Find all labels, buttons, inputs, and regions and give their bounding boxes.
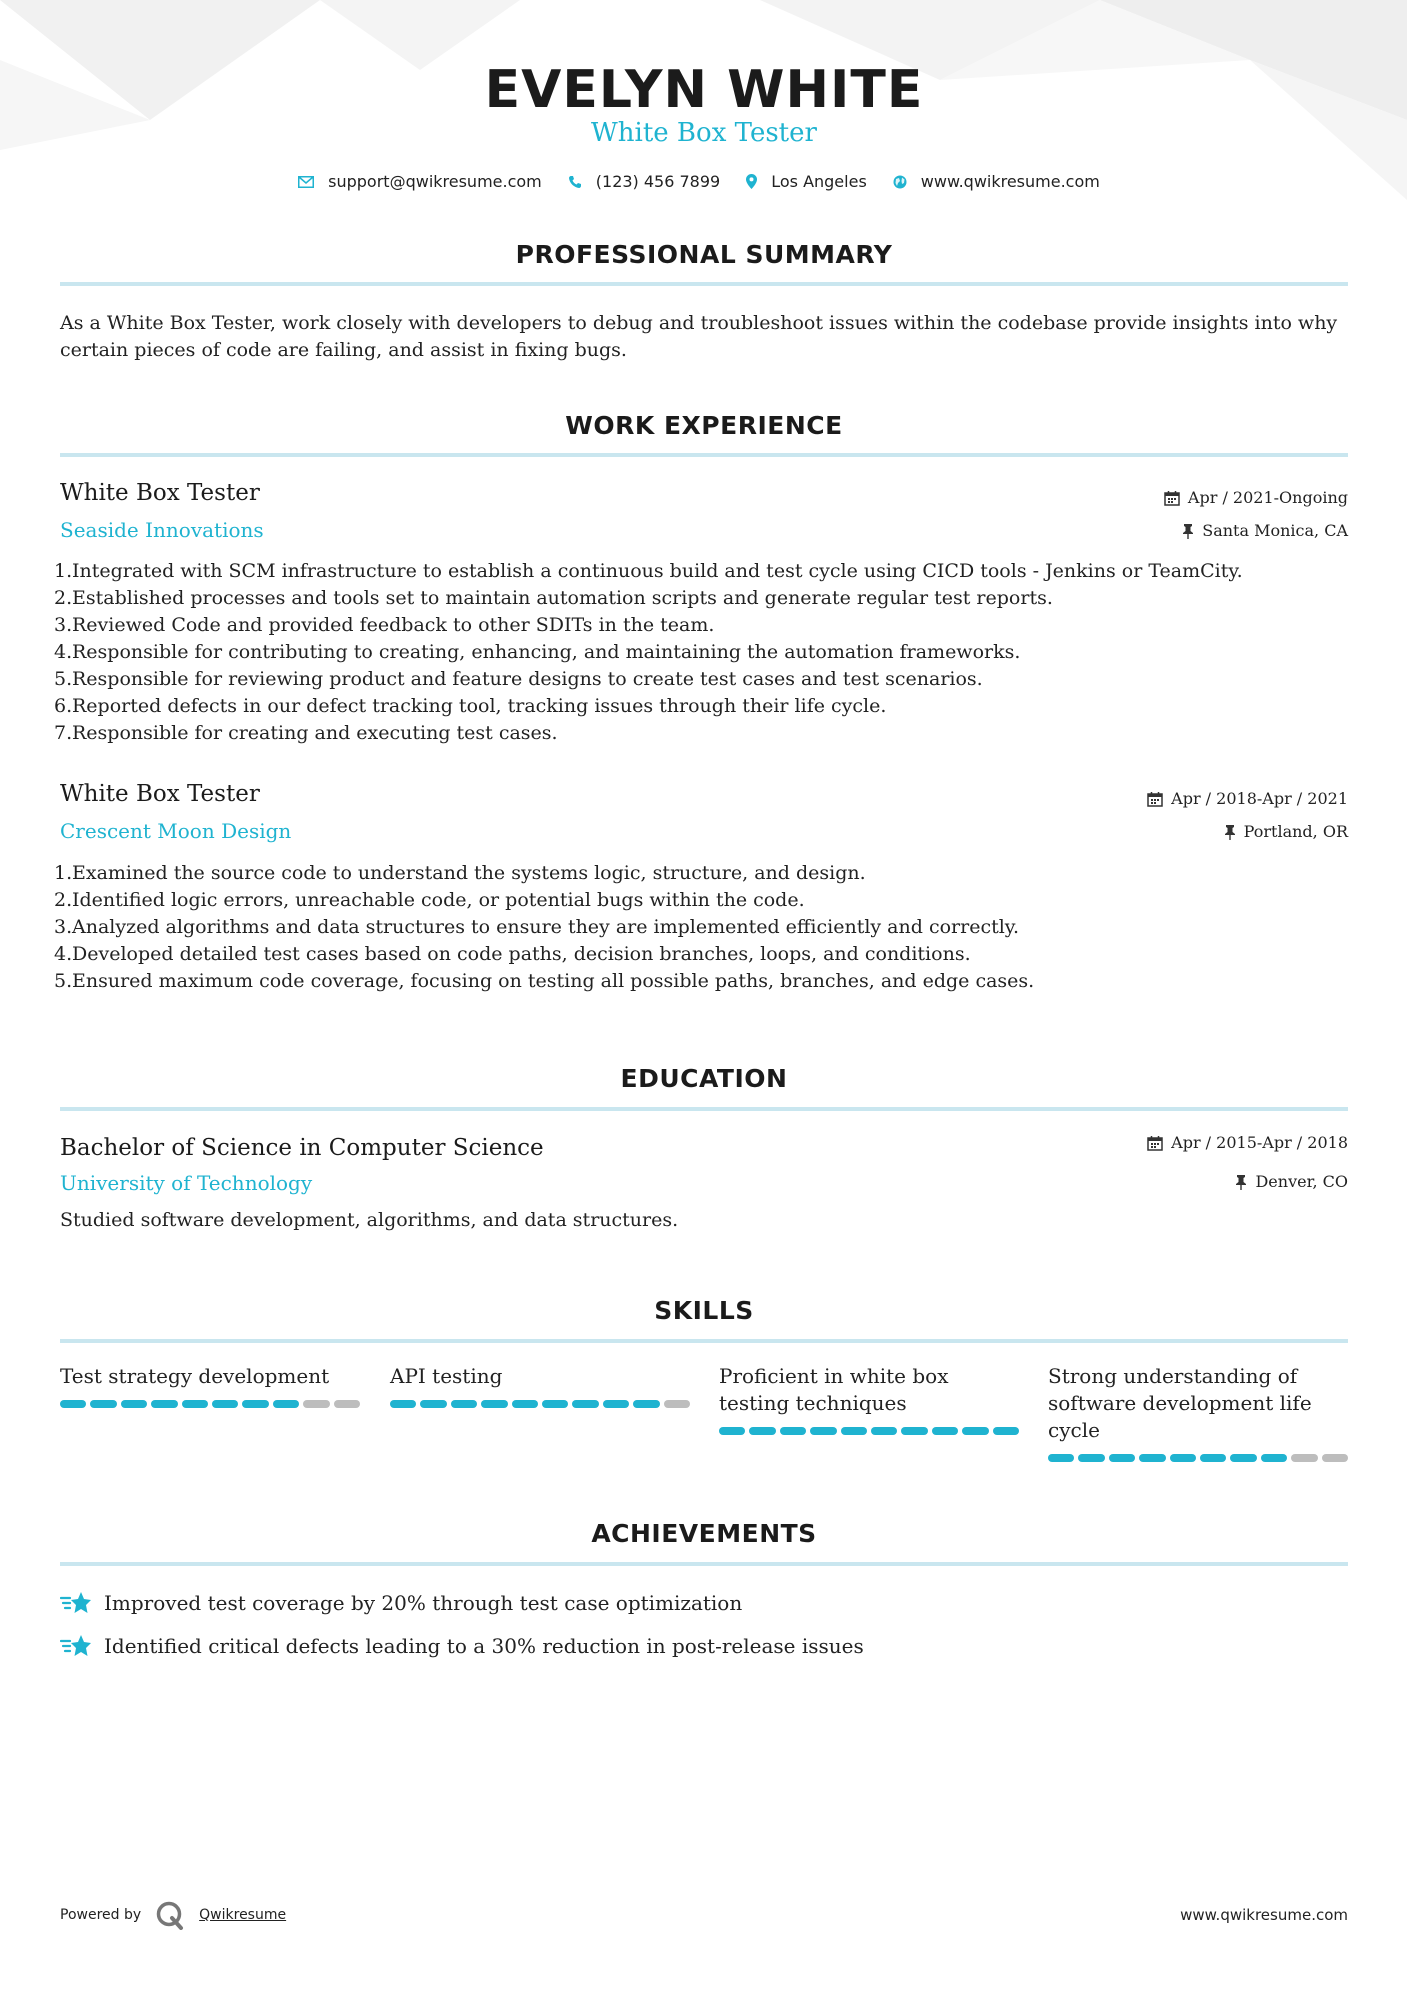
job-location xyxy=(1224,822,1348,841)
pushpin-icon xyxy=(1224,824,1236,840)
skill-bar xyxy=(390,1400,690,1408)
website-text: www.qwikresume.com xyxy=(920,172,1100,191)
skill-level-segment-filled xyxy=(1078,1454,1104,1462)
education-dates xyxy=(1147,1133,1348,1152)
education-heading: EDUCATION xyxy=(620,1064,788,1093)
list-item: 4. Developed detailed test cases based on code paths, decision branches, loops, and conditions. xyxy=(54,943,971,965)
skill-item xyxy=(1048,1363,1348,1462)
skill-level-segment-filled xyxy=(390,1400,416,1408)
email-text: support@qwikresume.com xyxy=(328,172,542,191)
skill-level-segment-filled xyxy=(932,1427,958,1435)
calendar-icon xyxy=(1147,791,1163,807)
skill-name: Proficient in white box testing techniques xyxy=(719,1364,949,1415)
skills-rule xyxy=(60,1339,1348,1343)
summary-heading: PROFESSIONAL SUMMARY xyxy=(515,240,893,269)
powered-by-label: Powered by xyxy=(60,1907,142,1923)
contact-website[interactable] xyxy=(893,172,1100,191)
skill-level-segment-filled xyxy=(603,1400,629,1408)
skill-level-segment-filled xyxy=(273,1400,299,1408)
list-item: 4. Responsible for contributing to creating, enhancing, and maintaining the automation frameworks. xyxy=(54,641,1021,663)
skill-name: Strong understanding of software development life cycle xyxy=(1048,1364,1312,1442)
skill-level-segment-filled xyxy=(151,1400,177,1408)
shooting-star-icon xyxy=(60,1633,92,1659)
calendar-icon xyxy=(1147,1135,1163,1151)
job-location-text: Santa Monica, CA xyxy=(1202,521,1348,540)
skill-level-segment-filled xyxy=(749,1427,775,1435)
list-item: 1. Examined the source code to understand the systems logic, structure, and design. xyxy=(54,862,866,884)
job-company: Crescent Moon Design xyxy=(60,819,292,843)
contact-location xyxy=(746,172,867,191)
education-location xyxy=(1235,1172,1348,1191)
achievement-item xyxy=(60,1633,864,1659)
skill-item xyxy=(719,1363,1019,1435)
skill-level-segment-filled xyxy=(871,1427,897,1435)
job-bullets xyxy=(54,860,1348,995)
shooting-star-icon xyxy=(60,1590,92,1616)
pushpin-icon xyxy=(1182,523,1194,539)
skill-level-segment-filled xyxy=(810,1427,836,1435)
pushpin-icon xyxy=(1235,1174,1247,1190)
footer-powered-by xyxy=(60,1900,286,1930)
envelope-icon xyxy=(298,176,314,188)
skill-level-segment-filled xyxy=(633,1400,659,1408)
list-item: 2. Identified logic errors, unreachable code, or potential bugs within the code. xyxy=(54,889,805,911)
summary-text: As a White Box Tester, work closely with developers to debug and troubleshoot issues within the codebase provide insights into why certain pieces of code are failing, and assist in fixing bugs. xyxy=(60,312,1338,361)
job-title: White Box Tester xyxy=(60,781,260,807)
skill-level-segment-filled xyxy=(60,1400,86,1408)
skill-level-segment-filled xyxy=(90,1400,116,1408)
education-dates-text: Apr / 2015-Apr / 2018 xyxy=(1171,1133,1348,1152)
footer-website[interactable]: www.qwikresume.com xyxy=(1180,1906,1348,1924)
education-rule xyxy=(60,1107,1348,1111)
skill-level-segment-empty xyxy=(303,1400,329,1408)
achievement-item xyxy=(60,1590,742,1616)
degree-title: Bachelor of Science in Computer Science xyxy=(60,1135,544,1161)
skill-level-segment-filled xyxy=(993,1427,1019,1435)
experience-heading: WORK EXPERIENCE xyxy=(565,411,843,440)
skill-level-segment-filled xyxy=(780,1427,806,1435)
skill-level-segment-filled xyxy=(121,1400,147,1408)
skill-level-segment-filled xyxy=(1048,1454,1074,1462)
achievements-rule xyxy=(60,1562,1348,1566)
skill-level-segment-filled xyxy=(1230,1454,1256,1462)
skill-item xyxy=(60,1363,360,1408)
skill-bar xyxy=(1048,1454,1348,1462)
globe-icon xyxy=(893,175,907,189)
skill-level-segment-filled xyxy=(1200,1454,1226,1462)
contact-email[interactable] xyxy=(298,172,542,191)
skill-level-segment-filled xyxy=(242,1400,268,1408)
job-dates-text: Apr / 2021-Ongoing xyxy=(1187,488,1348,507)
contact-phone[interactable] xyxy=(568,172,720,191)
job-bullets xyxy=(54,558,1348,747)
skill-name: API testing xyxy=(390,1364,503,1388)
summary-rule xyxy=(60,282,1348,286)
skill-level-segment-empty xyxy=(1291,1454,1317,1462)
job-location-text: Portland, OR xyxy=(1243,822,1348,841)
list-item: 3. Reviewed Code and provided feedback to other SDITs in the team. xyxy=(54,614,715,636)
skill-item xyxy=(390,1363,690,1408)
list-item: 5. Responsible for reviewing product and feature designs to create test cases and test scenarios. xyxy=(54,668,983,690)
map-marker-icon xyxy=(746,174,757,189)
job-dates xyxy=(1164,488,1348,507)
job-company: Seaside Innovations xyxy=(60,518,264,542)
skill-level-segment-filled xyxy=(1170,1454,1196,1462)
skill-level-segment-filled xyxy=(1139,1454,1165,1462)
job-title: White Box Tester xyxy=(60,480,260,506)
job-location xyxy=(1182,521,1348,540)
skill-level-segment-filled xyxy=(962,1427,988,1435)
job-dates xyxy=(1147,789,1348,808)
education-description: Studied software development, algorithms, and data structures. xyxy=(60,1209,679,1231)
list-item: 1. Integrated with SCM infrastructure to establish a continuous build and test cycle using CICD tools - Jenkins or TeamCity. xyxy=(54,560,1243,582)
achievements-heading: ACHIEVEMENTS xyxy=(591,1519,817,1548)
job-dates-text: Apr / 2018-Apr / 2021 xyxy=(1171,789,1348,808)
list-item: 2. Established processes and tools set to maintain automation scripts and generate regular test reports. xyxy=(54,587,1053,609)
list-item: 7. Responsible for creating and executing test cases. xyxy=(54,722,558,744)
skill-bar xyxy=(60,1400,360,1408)
skill-level-segment-empty xyxy=(1322,1454,1348,1462)
qwikresume-logo-icon xyxy=(155,1900,185,1930)
achievement-text: Improved test coverage by 20% through test case optimization xyxy=(104,1591,743,1615)
education-location-text: Denver, CO xyxy=(1255,1172,1348,1191)
skill-level-segment-filled xyxy=(451,1400,477,1408)
candidate-name: EVELYN WHITE xyxy=(484,60,924,120)
skill-level-segment-filled xyxy=(841,1427,867,1435)
skill-level-segment-filled xyxy=(572,1400,598,1408)
experience-rule xyxy=(60,453,1348,457)
skill-level-segment-empty xyxy=(664,1400,690,1408)
list-item: 5. Ensured maximum code coverage, focusing on testing all possible paths, branches, and edge cases. xyxy=(54,970,1035,992)
list-item: 3. Analyzed algorithms and data structures to ensure they are implemented efficiently and correctly. xyxy=(54,916,1020,938)
contact-bar xyxy=(60,172,1348,191)
skill-name: Test strategy development xyxy=(60,1364,330,1388)
skill-level-segment-filled xyxy=(212,1400,238,1408)
school-name: University of Technology xyxy=(60,1171,313,1195)
list-item: 6. Reported defects in our defect tracking tool, tracking issues through their life cycle. xyxy=(54,695,887,717)
achievement-text: Identified critical defects leading to a 30% reduction in post-release issues xyxy=(104,1634,864,1658)
skill-level-segment-filled xyxy=(1261,1454,1287,1462)
qwikresume-link[interactable]: Qwikresume xyxy=(199,1907,287,1923)
skill-level-segment-filled xyxy=(182,1400,208,1408)
skill-level-segment-filled xyxy=(901,1427,927,1435)
skill-level-segment-empty xyxy=(334,1400,360,1408)
skill-level-segment-filled xyxy=(719,1427,745,1435)
skill-level-segment-filled xyxy=(481,1400,507,1408)
calendar-icon xyxy=(1164,490,1180,506)
skill-bar xyxy=(719,1427,1019,1435)
skill-level-segment-filled xyxy=(542,1400,568,1408)
skill-level-segment-filled xyxy=(1109,1454,1135,1462)
skill-level-segment-filled xyxy=(420,1400,446,1408)
skills-heading: SKILLS xyxy=(654,1296,754,1325)
phone-text: (123) 456 7899 xyxy=(595,172,721,191)
candidate-title: White Box Tester xyxy=(591,118,817,148)
skill-level-segment-filled xyxy=(512,1400,538,1408)
location-text: Los Angeles xyxy=(771,172,867,191)
phone-icon xyxy=(568,175,582,189)
